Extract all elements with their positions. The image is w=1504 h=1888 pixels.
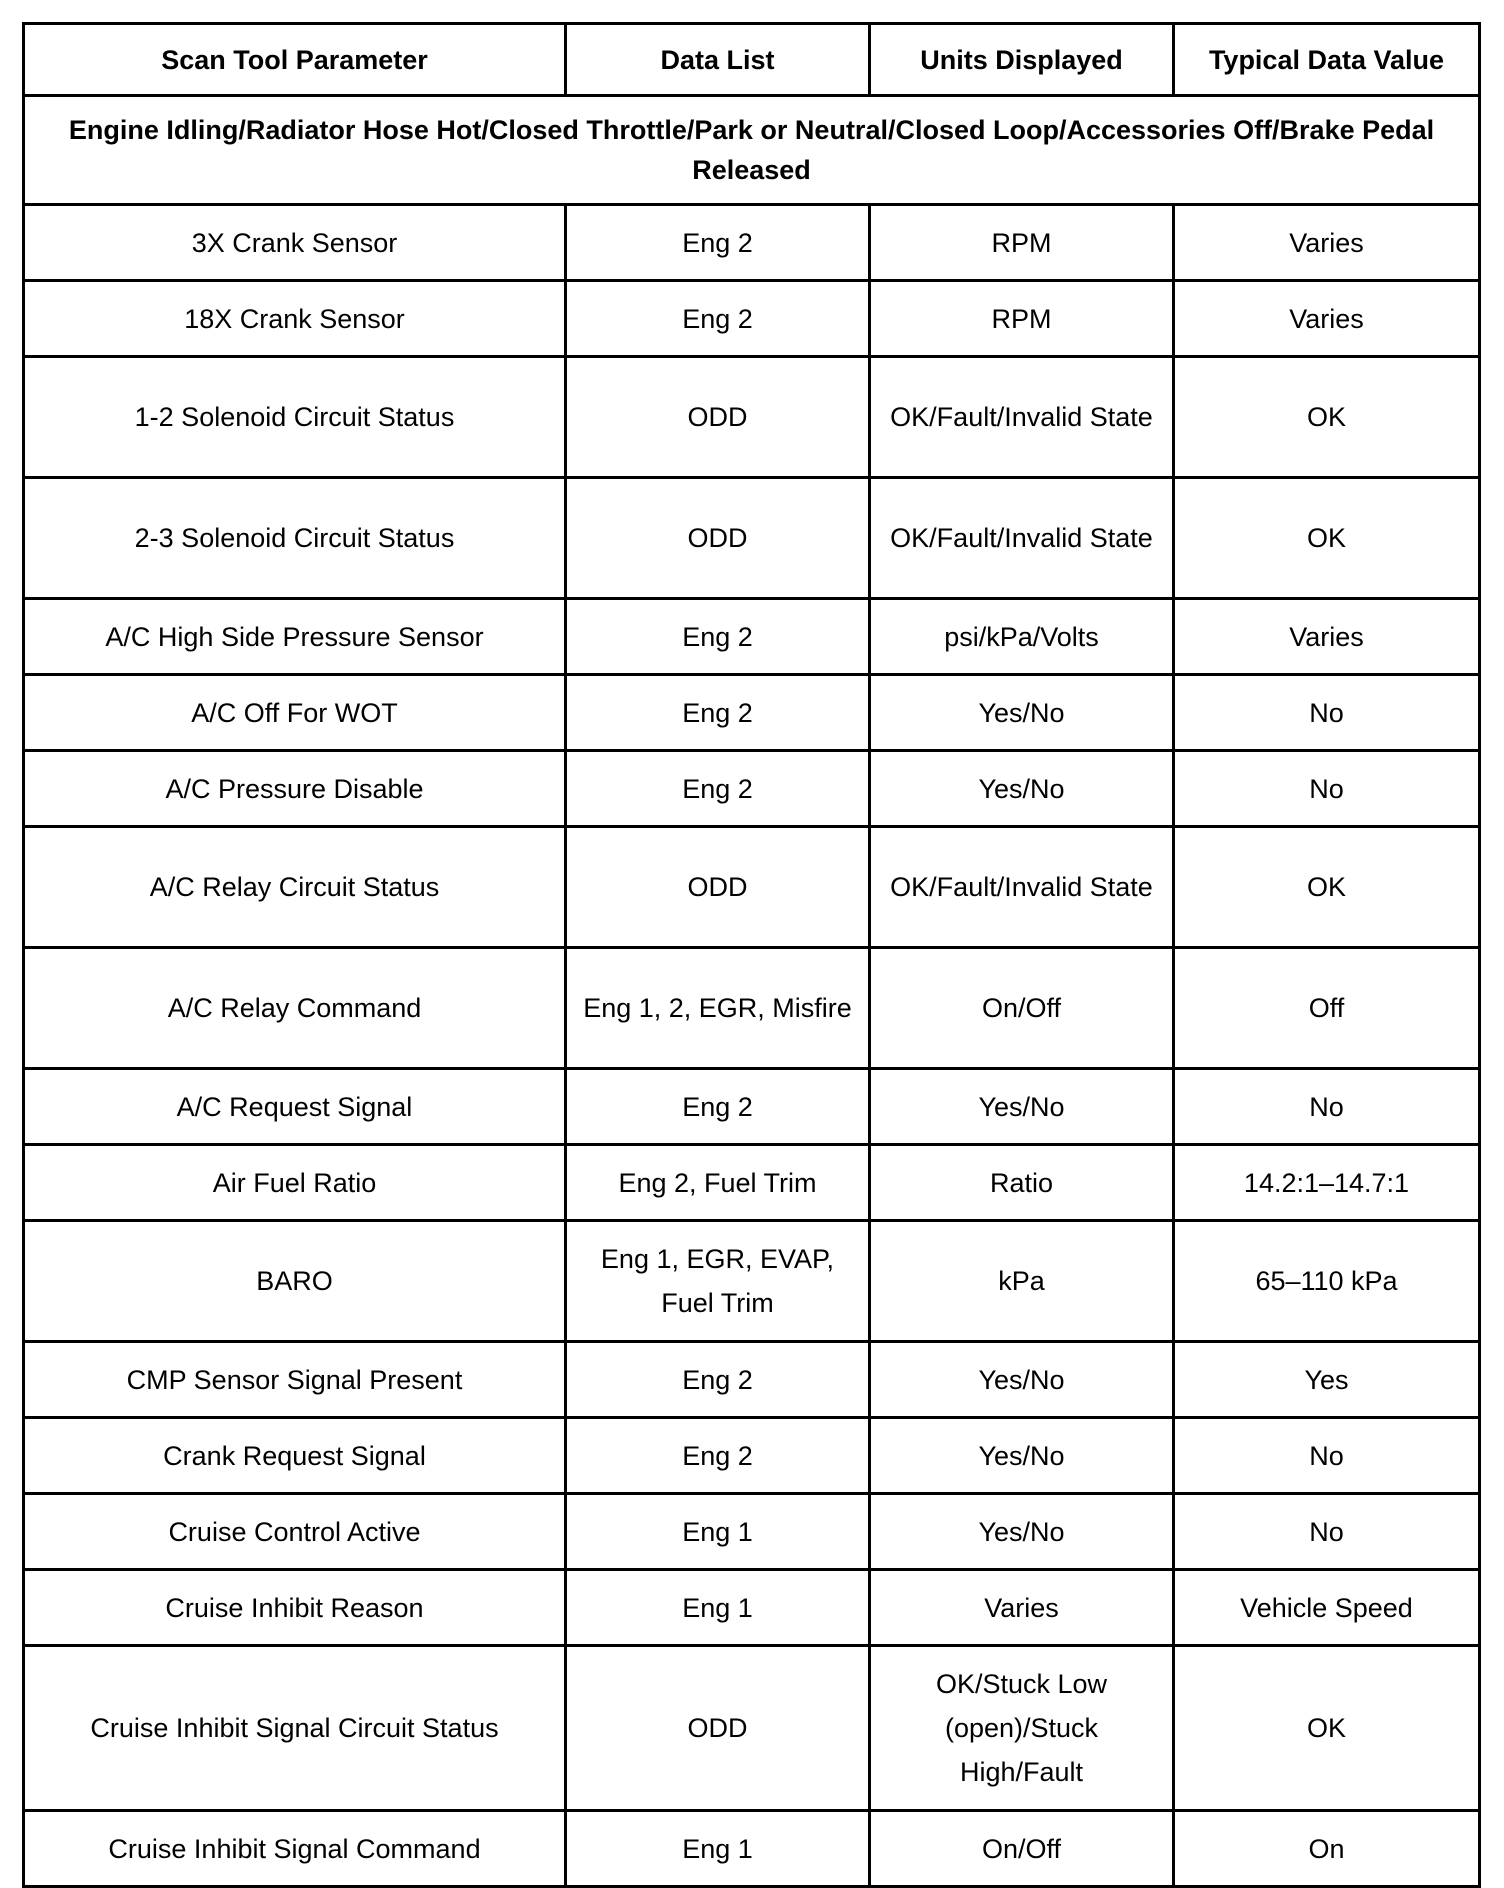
typical-value-cell: 14.2:1–14.7:1 (1174, 1145, 1480, 1221)
table-row (24, 478, 1480, 599)
parameter-cell: Crank Request Signal (24, 1418, 566, 1494)
table-row (24, 751, 1480, 827)
units-cell: Yes/No (870, 1494, 1174, 1570)
table-row (24, 1494, 1480, 1570)
data-list-cell: Eng 2 (566, 1069, 870, 1145)
typical-value-cell: No (1174, 1418, 1480, 1494)
parameter-cell: A/C Request Signal (24, 1069, 566, 1145)
table-row (24, 281, 1480, 357)
parameter-cell: Cruise Inhibit Signal Circuit Status (24, 1646, 566, 1811)
typical-value-cell: OK (1174, 478, 1480, 599)
parameter-cell: Cruise Inhibit Signal Command (24, 1811, 566, 1887)
table-row (24, 1570, 1480, 1646)
parameter-cell: Cruise Inhibit Reason (24, 1570, 566, 1646)
parameter-cell: 18X Crank Sensor (24, 281, 566, 357)
units-cell: On/Off (870, 948, 1174, 1069)
units-cell: On/Off (870, 1811, 1174, 1887)
data-list-cell: ODD (566, 827, 870, 948)
units-cell: OK/Fault/Invalid State (870, 357, 1174, 478)
table-row (24, 599, 1480, 675)
condition-row (24, 96, 1480, 205)
typical-value-cell: Off (1174, 948, 1480, 1069)
table-row (24, 1418, 1480, 1494)
table-row (24, 1221, 1480, 1342)
typical-value-cell: No (1174, 675, 1480, 751)
table-row (24, 827, 1480, 948)
units-cell: Yes/No (870, 1069, 1174, 1145)
data-list-cell: Eng 1 (566, 1570, 870, 1646)
test-condition: Engine Idling/Radiator Hose Hot/Closed Throttle/Park or Neutral/Closed Loop/Accessories Off/Brake Pedal Released (24, 96, 1480, 205)
data-list-cell: Eng 1, EGR, EVAP, Fuel Trim (566, 1221, 870, 1342)
data-list-cell: Eng 1 (566, 1811, 870, 1887)
data-list-cell: Eng 2 (566, 599, 870, 675)
units-cell: Ratio (870, 1145, 1174, 1221)
parameter-cell: A/C Off For WOT (24, 675, 566, 751)
typical-value-cell: 65–110 kPa (1174, 1221, 1480, 1342)
units-cell: kPa (870, 1221, 1174, 1342)
data-list-cell: ODD (566, 357, 870, 478)
table-row (24, 1646, 1480, 1811)
units-cell: Varies (870, 1570, 1174, 1646)
header-row (24, 24, 1480, 96)
typical-value-cell: On (1174, 1811, 1480, 1887)
units-cell: OK/Stuck Low (open)/Stuck High/Fault (870, 1646, 1174, 1811)
data-list-cell: Eng 2 (566, 281, 870, 357)
units-cell: psi/kPa/Volts (870, 599, 1174, 675)
typical-value-cell: Vehicle Speed (1174, 1570, 1480, 1646)
parameter-cell: 2-3 Solenoid Circuit Status (24, 478, 566, 599)
typical-value-cell: OK (1174, 1646, 1480, 1811)
data-list-cell: Eng 1, 2, EGR, Misfire (566, 948, 870, 1069)
table-row (24, 1811, 1480, 1887)
units-cell: Yes/No (870, 675, 1174, 751)
data-list-cell: Eng 1 (566, 1494, 870, 1570)
typical-value-cell: Varies (1174, 281, 1480, 357)
units-cell: Yes/No (870, 751, 1174, 827)
table-row (24, 948, 1480, 1069)
parameter-cell: Air Fuel Ratio (24, 1145, 566, 1221)
data-list-cell: ODD (566, 1646, 870, 1811)
data-list-cell: Eng 2 (566, 1342, 870, 1418)
units-cell: RPM (870, 205, 1174, 281)
units-cell: OK/Fault/Invalid State (870, 827, 1174, 948)
table-row (24, 205, 1480, 281)
data-list-cell: Eng 2 (566, 675, 870, 751)
parameter-cell: A/C Pressure Disable (24, 751, 566, 827)
data-list-cell: Eng 2 (566, 205, 870, 281)
parameter-cell: CMP Sensor Signal Present (24, 1342, 566, 1418)
typical-value-cell: OK (1174, 357, 1480, 478)
units-cell: OK/Fault/Invalid State (870, 478, 1174, 599)
table-row (24, 1145, 1480, 1221)
typical-value-cell: No (1174, 1494, 1480, 1570)
header-scan-tool-parameter: Scan Tool Parameter (24, 24, 566, 96)
parameter-cell: A/C High Side Pressure Sensor (24, 599, 566, 675)
data-list-cell: Eng 2, Fuel Trim (566, 1145, 870, 1221)
parameter-cell: A/C Relay Circuit Status (24, 827, 566, 948)
parameter-cell: A/C Relay Command (24, 948, 566, 1069)
parameter-cell: Cruise Control Active (24, 1494, 566, 1570)
typical-value-cell: Varies (1174, 205, 1480, 281)
typical-value-cell: Yes (1174, 1342, 1480, 1418)
parameter-cell: 1-2 Solenoid Circuit Status (24, 357, 566, 478)
typical-value-cell: OK (1174, 827, 1480, 948)
typical-value-cell: No (1174, 751, 1480, 827)
units-cell: Yes/No (870, 1342, 1174, 1418)
table-row (24, 675, 1480, 751)
parameter-cell: 3X Crank Sensor (24, 205, 566, 281)
table-row (24, 1069, 1480, 1145)
table-row (24, 357, 1480, 478)
data-list-cell: Eng 2 (566, 1418, 870, 1494)
header-units-displayed: Units Displayed (870, 24, 1174, 96)
header-data-list: Data List (566, 24, 870, 96)
table-row (24, 1342, 1480, 1418)
units-cell: Yes/No (870, 1418, 1174, 1494)
typical-value-cell: Varies (1174, 599, 1480, 675)
data-list-cell: Eng 2 (566, 751, 870, 827)
data-list-cell: ODD (566, 478, 870, 599)
typical-value-cell: No (1174, 1069, 1480, 1145)
scan-tool-data-table (22, 22, 1481, 1888)
header-typical-data-value: Typical Data Value (1174, 24, 1480, 96)
parameter-cell: BARO (24, 1221, 566, 1342)
units-cell: RPM (870, 281, 1174, 357)
